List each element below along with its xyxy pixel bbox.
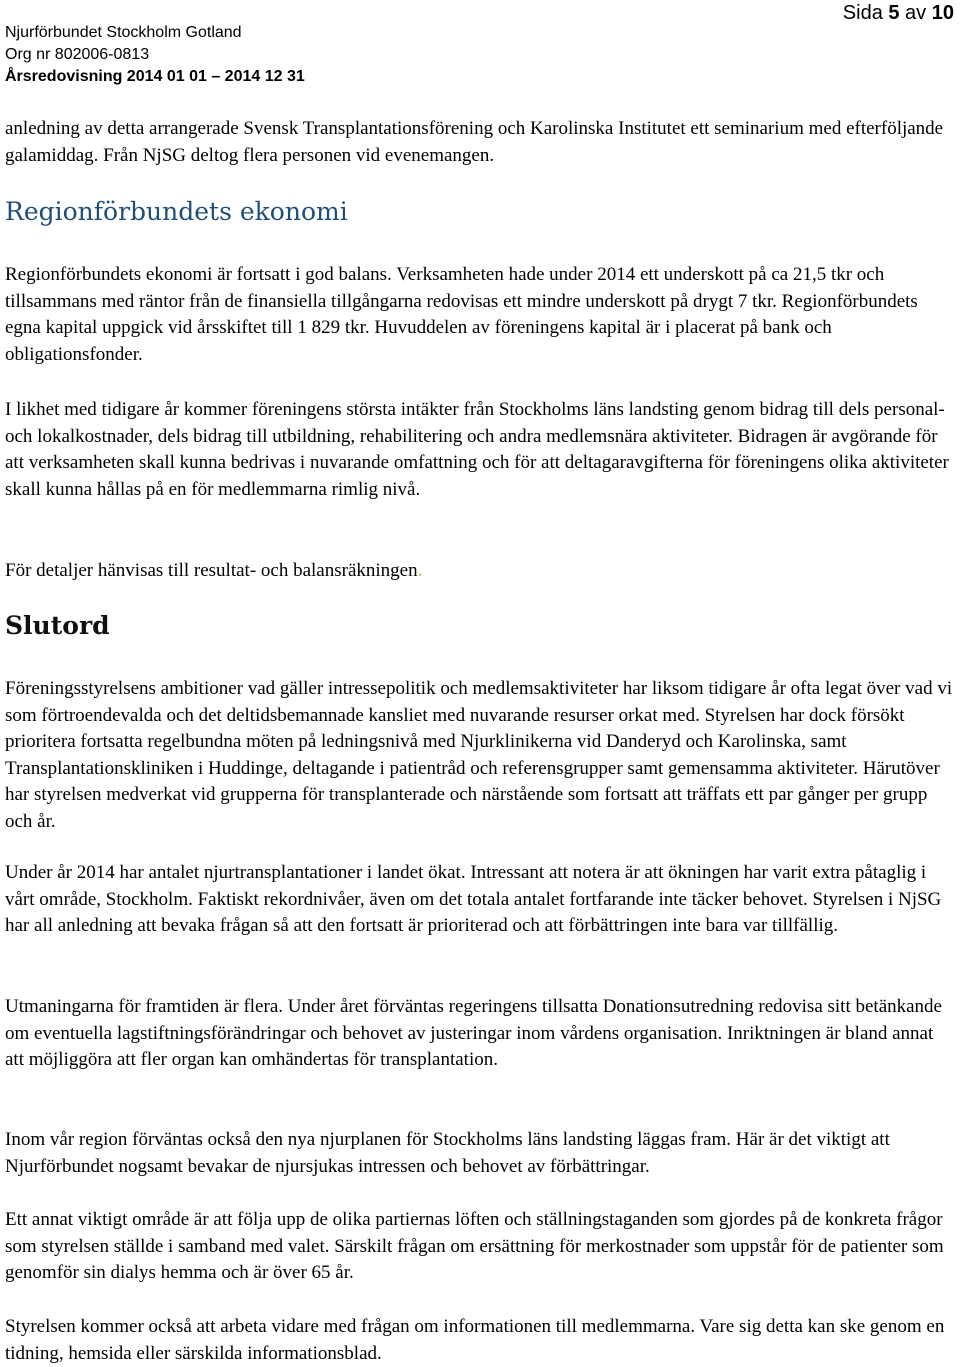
org-number: Org nr 802006-0813: [5, 46, 150, 63]
section-heading-economy: Regionförbundets ekonomi: [5, 197, 348, 226]
economy-paragraph-3: [5, 558, 955, 585]
page-total: 10: [931, 2, 954, 24]
economy-paragraph-3-text: För detaljer hänvisas till resultat- och balansräkningen: [5, 560, 418, 581]
closing-paragraph-3: Utmaningarna för framtiden är flera. Under året förväntas regeringens tillsatta Donationsutredning redovisa sitt betänkande om eventuella lagstiftningsförändringar och behovet av justeringar inom vårdens organisation. Inriktningen är bland annat att möjliggöra att fler organ kan omhändertas för transplantation.: [5, 996, 942, 1071]
section-heading-closing: Slutord: [5, 611, 110, 640]
closing-paragraph-5: Ett annat viktigt område är att följa upp de olika partiernas löften och ställningstaganden som gjordes på de konkreta frågor som styrelsen ställde i samband med valet. Särskilt frågan om ersättning för merkostnader som uppstår för de patienter som genomför sin dialys hemma och är över 65 år.: [5, 1209, 944, 1284]
page-prefix: Sida: [842, 2, 889, 24]
report-period: Årsredovisning 2014 01 01 – 2014 12 31: [5, 68, 305, 85]
closing-paragraph-2: Under år 2014 har antalet njurtransplantationer i landet ökat. Intressant att notera är att ökningen har varit extra påtaglig i vårt område, Stockholm. Faktiskt rekordnivåer, även om det totala antalet fortfarande inte täcker behovet. Styrelsen i NjSG har all anledning att bevaka frågan så att den fortsatt är prioriterad och att förbättringen inte bara var tillfällig.: [5, 862, 942, 937]
page-mid: av: [899, 2, 932, 24]
document-header: [5, 22, 305, 88]
economy-paragraph-1: Regionförbundets ekonomi är fortsatt i god balans. Verksamheten hade under 2014 ett underskott på ca 21,5 tkr och tillsammans med räntor från de finansiella tillgångarna redovisas ett mindre underskott på drygt 7 tkr. Regionförbundets egna kapital uppgick vid årsskiftet till 1 829 tkr. Huvuddelen av föreningens kapital är i placerat på bank och obligationsfonder.: [5, 264, 918, 365]
economy-paragraph-3-period: .: [417, 560, 423, 581]
closing-paragraph-1: Föreningsstyrelsens ambitioner vad gäller intressepolitik och medlemsaktiviteter har liksom tidigare år ofta legat över vad vi som förtroendevalda och det deltidsbemannade kansliet med nuvarande resurser orkat med. Styrelsen har dock försökt prioritera fortsatta regelbundna möten på ledningsnivå med Njurklinikerna vid Danderyd och Karolinska, samt Transplantationskliniken i Huddinge, deltagande i patientråd och referensgrupper samt gemensamma aktiviteter. Härutöver har styrelsen medverkat vid grupperna för transplanterade och närstående som fortsatt att träffats ett par gånger per grupp och år.: [5, 678, 953, 832]
org-name: Njurförbundet Stockholm Gotland: [5, 24, 242, 41]
intro-paragraph: anledning av detta arrangerade Svensk Transplantationsförening och Karolinska Institutet ett seminarium med efterföljande galamiddag. Från NjSG deltog flera personen vid evenemangen.: [5, 118, 944, 166]
closing-paragraph-4: Inom vår region förväntas också den nya njurplanen för Stockholms läns landsting läggas fram. Här är det viktigt att Njurförbundet nogsamt bevakar de njursjukas intressen och behovet av förbättringar.: [5, 1129, 890, 1177]
economy-paragraph-2: I likhet med tidigare år kommer föreningens största intäkter från Stockholms läns landsting genom bidrag till dels personal- och lokalkostnader, dels bidrag till utbildning, rehabilitering och andra medlemsnära aktiviteter. Bidragen är avgörande för att verksamheten skall kunna bedrivas i nuvarande omfattning och för att deltagaravgifterna för föreningens olika aktiviteter skall kunna hållas på en för medlemmarna rimlig nivå.: [5, 399, 949, 500]
page-current: 5: [888, 2, 900, 24]
closing-paragraph-6: Styrelsen kommer också att arbeta vidare med frågan om informationen till medlemmarna. Vare sig detta kan ske genom en tidning, hemsida eller särskilda informationsblad.: [5, 1316, 945, 1364]
page-number: [843, 0, 954, 26]
